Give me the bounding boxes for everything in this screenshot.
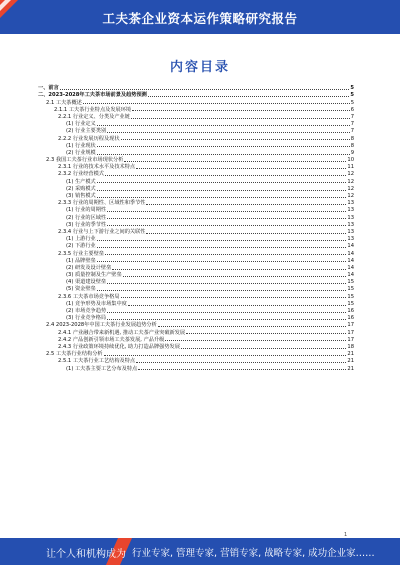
toc-entry[interactable] [38,192,354,199]
toc-entry-label: 2.3.1 行业的技术水平及技术特点 [58,164,136,171]
header-bar [0,0,400,34]
toc-entry-page: 13 [347,221,354,228]
toc-entry-label: 2.4.1 产业融合带来新机遇, 推动工夫茶产业突破新发展 [58,329,186,336]
toc-entry-page: 8 [350,135,354,142]
toc-leader-dots [60,89,350,90]
toc-entry-page: 8 [350,142,354,149]
toc-entry-label: 2.3.5 行业主要壁垒 [58,250,104,257]
table-of-contents [38,84,354,372]
toc-entry[interactable] [38,357,354,364]
toc-entry[interactable] [38,84,354,91]
toc-leader-dots [128,305,347,306]
toc-entry[interactable] [38,228,354,235]
toc-entry-page: 5 [350,99,354,106]
toc-leader-dots [107,283,346,284]
toc-entry-page: 10 [347,157,354,164]
toc-leader-dots [83,103,350,104]
toc-entry-label: 2.3.3 行业的周期性、区域性和季节性 [58,200,146,207]
toc-entry[interactable] [38,149,354,156]
toc-entry-page: 7 [350,113,354,120]
toc-entry-label: 2.3.6 工夫茶市场竞争格局 [58,293,120,300]
toc-entry-label: 2.2.2 行业发展历程及现状 [58,135,120,142]
toc-entry-label: (2) 下游行业 [66,243,96,250]
toc-leader-dots [186,333,346,334]
toc-entry[interactable] [38,292,354,299]
toc-entry[interactable] [38,98,354,105]
toc-entry-page: 12 [347,193,354,199]
toc-entry-label: 2.5 工夫茶行业结构分析 [46,351,103,358]
toc-entry-label: 2.4.3 行业政策环境持续优化, 助力打造品牌强势发展 [58,343,180,350]
toc-entry[interactable] [38,343,354,350]
toc-entry[interactable] [38,221,354,228]
toc-leader-dots [97,247,347,248]
page-number: 1 [344,532,348,538]
toc-entry-page: 12 [347,171,354,178]
toc-leader-dots [124,161,346,162]
toc-entry-page: 7 [350,121,354,128]
toc-entry-page: 16 [347,315,354,322]
toc-entry-label: 一、前言 [38,85,59,92]
toc-leader-dots [148,96,350,97]
toc-entry-label: (3) 行业竞争格局 [66,315,107,322]
toc-leader-dots [138,369,346,370]
toc-entry-page: 13 [347,236,354,243]
toc-title: 内容目录 [169,60,230,75]
toc-entry[interactable] [38,120,354,127]
toc-leader-dots [146,204,346,205]
toc-entry[interactable] [38,350,354,357]
toc-entry-page: 13 [347,200,354,207]
toc-entry-label: (1) 竞争形势及市场集中度 [66,300,127,307]
toc-entry-page: 13 [347,228,354,235]
toc-leader-dots [105,175,346,176]
toc-entry-label: 2.1.1 工夫茶行业特点及发展环境 [54,106,132,113]
toc-entry-label: 2.4.2 产品创新引领市场工夫茶发展, 产品升级 [58,336,165,343]
toc-entry-page: 5 [350,92,354,99]
footer-bar [0,538,400,565]
toc-leader-dots [97,182,347,183]
toc-leader-dots [181,348,346,349]
toc-leader-dots [132,110,350,111]
toc-entry-page: 6 [350,106,354,113]
toc-leader-dots [131,118,350,119]
toc-entry-label: (1) 品牌壁垒 [66,257,96,264]
toc-entry[interactable] [38,206,354,213]
toc-entry[interactable] [38,213,354,220]
toc-entry-page: 13 [347,207,354,214]
toc-leader-dots [112,269,346,270]
toc-leader-dots [165,340,346,341]
toc-entry-page: 11 [347,164,354,171]
toc-entry-label: (2) 研发及设计壁垒 [66,264,112,271]
toc-entry[interactable] [38,249,354,256]
toc-entry-label: (1) 行业定义 [66,121,96,128]
toc-entry-page: 17 [347,322,354,329]
toc-leader-dots [107,132,350,133]
toc-leader-dots [107,319,346,320]
toc-entry-label: (1) 行业现状 [66,142,96,149]
toc-entry[interactable] [38,113,354,120]
toc-entry-label: (2) 采购模式 [66,185,96,192]
toc-leader-dots [97,154,350,155]
toc-entry-label: (3) 质量控制及生产壁垒 [66,272,122,279]
toc-entry[interactable] [38,328,354,335]
toc-entry[interactable] [38,91,354,98]
toc-entry-page: 16 [347,308,354,314]
toc-entry[interactable] [38,199,354,206]
toc-entry-page: 21 [347,365,354,372]
toc-entry-page: 15 [347,286,354,293]
toc-entry[interactable] [38,300,354,307]
toc-entry[interactable] [38,314,354,321]
toc-entry-label: 2.4 2023-2028年中国工夫茶行业发展趋势分析 [46,322,157,329]
toc-entry-label: 二、2023-2028年工夫茶市场前景及趋势预测 [38,92,147,99]
toc-entry-label: 2.3.4 行业与上下游行业之间的关联性 [58,228,146,235]
toc-entry-page: 12 [347,185,354,192]
toc-leader-dots [121,297,347,298]
toc-entry-label: (4) 渠道建设壁垒 [66,279,107,286]
toc-entry[interactable] [38,285,354,292]
toc-entry[interactable] [38,242,354,249]
toc-leader-dots [107,312,346,313]
toc-entry[interactable] [38,336,354,343]
toc-entry-page: 14 [347,264,354,271]
toc-entry-label: (2) 行业规模 [66,149,96,156]
toc-leader-dots [158,326,347,327]
toc-leader-dots [97,125,350,126]
toc-leader-dots [146,233,346,234]
toc-entry-page: 17 [347,329,354,336]
toc-entry-label: (3) 销售模式 [66,193,96,199]
toc-leader-dots [105,254,346,255]
toc-leader-dots [123,276,347,277]
toc-leader-dots [97,197,347,198]
toc-leader-dots [97,261,347,262]
toc-entry-label: 2.2.1 行业定义、分类及产业链 [58,113,130,120]
toc-entry-page: 9 [350,149,354,156]
toc-entry[interactable] [38,235,354,242]
toc-entry[interactable] [38,364,354,371]
toc-entry-page: 7 [350,128,354,135]
toc-entry-label: (2) 市场竞争趋势 [66,308,107,314]
toc-entry-label: 2.1 工夫茶概述 [46,99,82,106]
toc-entry[interactable] [38,307,354,314]
toc-leader-dots [107,218,346,219]
toc-leader-dots [107,225,346,226]
toc-leader-dots [136,362,346,363]
toc-entry[interactable] [38,321,354,328]
toc-entry-page: 21 [347,358,354,365]
toc-entry[interactable] [38,134,354,141]
toc-entry-page: 12 [347,178,354,185]
toc-entry[interactable] [38,185,354,192]
toc-leader-dots [136,168,346,169]
toc-entry[interactable] [38,170,354,177]
toc-entry-label: (1) 生产模式 [66,178,96,185]
toc-entry-page: 13 [347,214,354,221]
toc-entry-label: (3) 行业的季节性 [66,221,107,228]
toc-entry-page: 17 [347,336,354,343]
toc-entry-label: 2.5.1 工夫茶行业工艺结构及特点 [58,358,136,365]
toc-entry-page: 18 [347,343,354,350]
toc-entry-page: 15 [347,279,354,286]
toc-entry-page: 5 [350,85,354,92]
toc-leader-dots [97,190,347,191]
toc-entry-page: 14 [347,272,354,279]
report-title: 工夫茶企业资本运作策略研究报告 [102,11,298,26]
toc-entry-page: 14 [347,257,354,264]
toc-entry-label: (1) 工夫茶主要工艺分布及特点 [66,365,138,372]
toc-entry[interactable] [38,142,354,149]
toc-entry[interactable] [38,264,354,271]
toc-entry[interactable] [38,156,354,163]
toc-leader-dots [121,139,350,140]
toc-entry[interactable] [38,163,354,170]
toc-entry[interactable] [38,271,354,278]
toc-entry[interactable] [38,106,354,113]
toc-entry-page: 15 [347,300,354,307]
toc-leader-dots [104,355,347,356]
toc-entry-page: 21 [347,351,354,358]
toc-leader-dots [97,290,347,291]
toc-entry[interactable] [38,278,354,285]
toc-entry-page: 14 [347,250,354,257]
toc-entry-label: (2) 行业的区域性 [66,214,107,221]
toc-leader-dots [97,146,350,147]
toc-entry-label: 2.3 我国工夫茶行业市场现状分析 [46,157,124,164]
toc-entry-label: (2) 行业主要类别 [66,128,107,135]
toc-leader-dots [107,211,346,212]
toc-entry[interactable] [38,127,354,134]
toc-leader-dots [97,240,347,241]
toc-entry[interactable] [38,177,354,184]
footer-slogan-right: 行业专家, 管理专家, 营销专家, 战略专家, 成功企业家…… [132,548,375,559]
toc-entry-label: (5) 资金壁垒 [66,286,96,293]
toc-entry-label: (1) 上游行业 [66,236,96,243]
toc-entry-label: 2.3.2 行业经营模式 [58,171,104,178]
toc-entry-label: (1) 行业的周期性 [66,207,107,214]
toc-entry[interactable] [38,257,354,264]
toc-entry-page: 15 [347,293,354,300]
footer-slogan-left: 让个人和机构成为 [46,549,126,560]
toc-entry-page: 14 [347,243,354,250]
